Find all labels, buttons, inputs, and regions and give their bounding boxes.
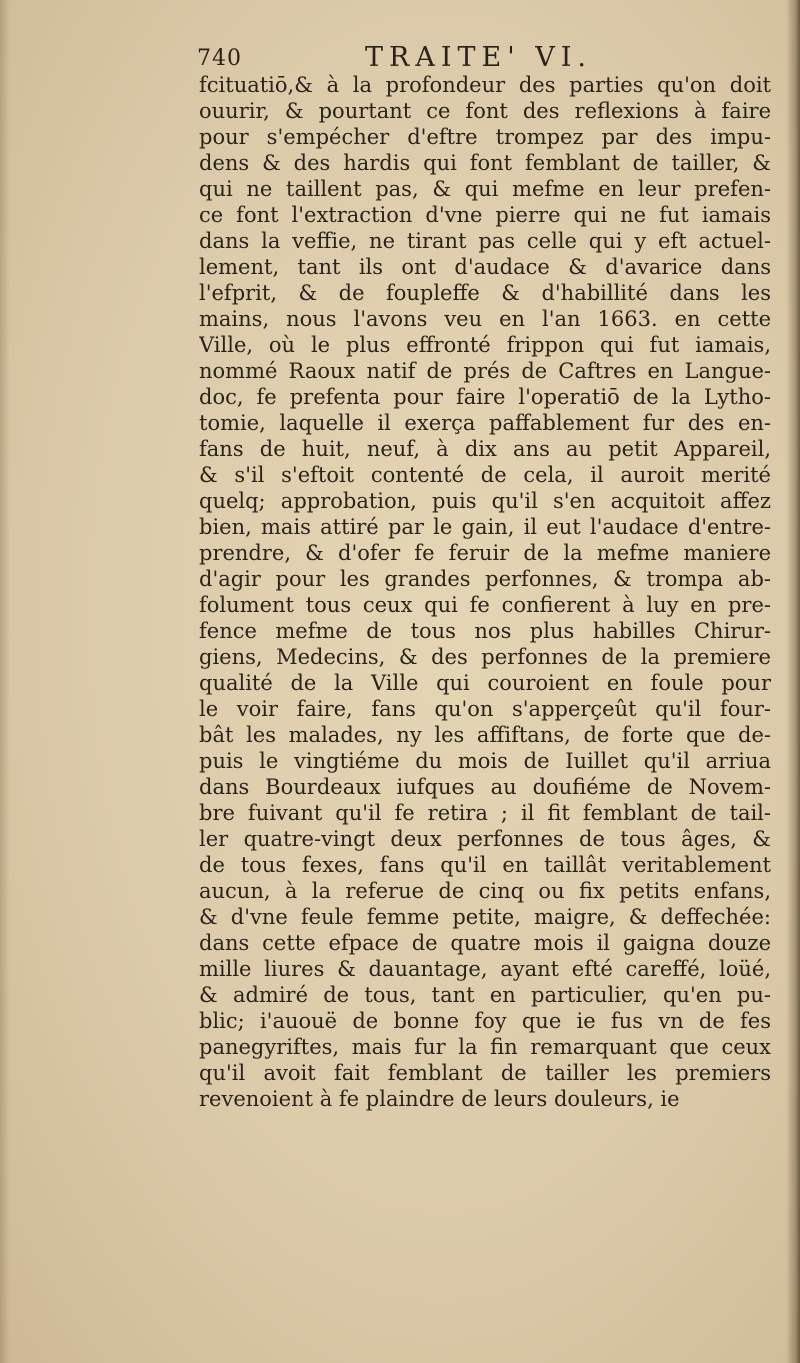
text-line: bien, mais attiré par le gain, il eut l'audace d'entre- <box>199 515 771 539</box>
text-line: dens & des hardis qui font femblant de tailler, & <box>199 151 771 175</box>
text-line: aucun, à la referue de cinq ou fix petits enfans, <box>199 879 771 903</box>
text-line: fans de huit, neuf, à dix ans au petit Appareil, <box>199 437 771 461</box>
text-line: ler quatre-vingt deux perfonnes de tous âges, & <box>199 827 771 851</box>
text-line: & s'il s'eftoit contenté de cela, il auroit merité <box>199 463 771 487</box>
text-line: bre fuivant qu'il fe retira ; il fit femblant de tail- <box>199 801 771 825</box>
text-line: lement, tant ils ont d'audace & d'avarice dans <box>199 255 771 279</box>
text-line: dans cette efpace de quatre mois il gaigna douze <box>199 931 771 955</box>
text-line: prendre, & d'ofer fe feruir de la mefme maniere <box>199 541 771 565</box>
text-line: puis le vingtiéme du mois de Iuillet qu'il arriua <box>199 749 771 773</box>
running-head: TRAITE' VI. <box>365 42 592 73</box>
text-line: mains, nous l'avons veu en l'an 1663. en cette <box>199 307 771 331</box>
text-line: & admiré de tous, tant en particulier, qu'en pu- <box>199 983 771 1007</box>
text-line: fence mefme de tous nos plus habilles Chirur- <box>199 619 771 643</box>
text-line: revenoient à fe plaindre de leurs douleurs, ie <box>199 1087 680 1111</box>
text-line: dans la veffie, ne tirant pas celle qui y eft actuel- <box>199 229 771 253</box>
text-line: folument tous ceux qui fe confierent à luy en pre- <box>199 593 771 617</box>
text-line: dans Bourdeaux iufques au doufiéme de Novem- <box>199 775 771 799</box>
text-line: Ville, où le plus effronté frippon qui fut iamais, <box>199 333 771 357</box>
text-line: ouurir, & pourtant ce font des reflexions à faire <box>199 99 771 123</box>
text-line: le voir faire, fans qu'on s'apperçeût qu'il four- <box>199 697 771 721</box>
text-line: qualité de la Ville qui couroient en foule pour <box>199 671 771 695</box>
text-line: panegyriftes, mais fur la fin remarquant que ceux <box>199 1035 771 1059</box>
text-line: fcituatiō,& à la profondeur des parties qu'on doit <box>199 73 771 97</box>
text-line: pour s'empécher d'eftre trompez par des impu- <box>199 125 771 149</box>
text-line: giens, Medecins, & des perfonnes de la premiere <box>199 645 771 669</box>
text-line: quelq; approbation, puis qu'il s'en acquitoit affez <box>199 489 771 513</box>
text-line: bât les malades, ny les affiftans, de forte que de- <box>199 723 771 747</box>
page-number: 740 <box>197 46 242 71</box>
text-line: doc, fe prefenta pour faire l'operatiō de la Lytho- <box>199 385 771 409</box>
text-line: nommé Raoux natif de prés de Caftres en Langue- <box>199 359 771 383</box>
text-line: & d'vne feule femme petite, maigre, & deffechée: <box>199 905 771 929</box>
text-line: de tous fexes, fans qu'il en taillât veritablement <box>199 853 771 877</box>
text-line: qu'il avoit fait femblant de tailler les premiers <box>199 1061 771 1085</box>
text-line: l'efprit, & de foupleffe & d'habillité dans les <box>199 281 771 305</box>
page-edge-shadow-right <box>786 0 800 1363</box>
text-line: ce font l'extraction d'vne pierre qui ne fut iamais <box>199 203 771 227</box>
text-line: qui ne taillent pas, & qui mefme en leur prefen- <box>199 177 771 201</box>
body-text <box>199 72 771 1112</box>
text-line: mille liures & dauantage, ayant efté careffé, loüé, <box>199 957 771 981</box>
text-line: d'agir pour les grandes perfonnes, & trompa ab- <box>199 567 771 591</box>
text-line: blic; i'auouë de bonne foy que ie fus vn de fes <box>199 1009 771 1033</box>
text-line: tomie, laquelle il exerça paffablement fur des en- <box>199 411 771 435</box>
page-edge-shadow-left <box>0 0 10 1363</box>
